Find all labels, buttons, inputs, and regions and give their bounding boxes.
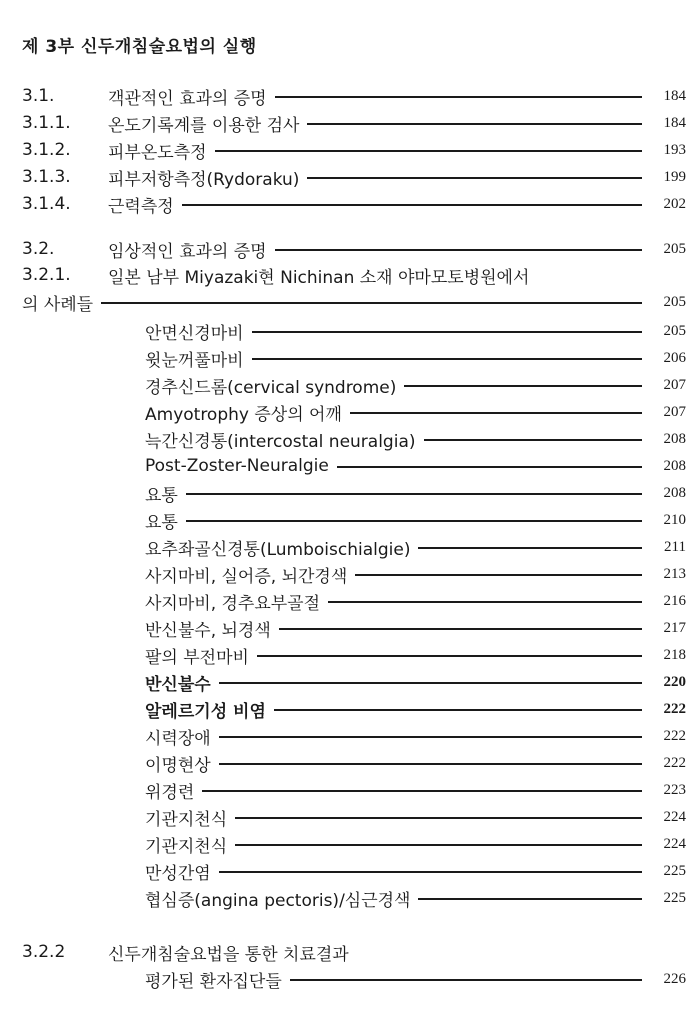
page-number: 220 xyxy=(663,673,686,690)
case-label: 윗눈꺼풀마비 xyxy=(145,350,244,371)
leader-line xyxy=(252,358,642,360)
section-label: 신두개침술요법을 통한 치료결과 xyxy=(108,944,349,965)
toc-entry xyxy=(145,967,686,991)
section-label-continued: 의 사례들 xyxy=(22,294,94,315)
toc-entry xyxy=(22,192,686,216)
case-label: 이명현상 xyxy=(145,755,211,776)
leader-line xyxy=(101,302,642,304)
section-label: 일본 남부 Miyazaki현 Nichinan 소재 야마모토병원에서 xyxy=(108,267,530,288)
toc-entry xyxy=(22,165,686,189)
case-label: 시력장애 xyxy=(145,728,211,749)
case-entry xyxy=(145,859,686,883)
leader-line xyxy=(257,655,642,657)
case-label: 사지마비, 실어증, 뇌간경색 xyxy=(145,566,348,587)
case-entry xyxy=(145,454,686,478)
leader-line xyxy=(290,979,642,981)
leader-line xyxy=(418,547,642,549)
case-label: 협심증(angina pectoris)/심근경색 xyxy=(145,890,411,911)
leader-line xyxy=(202,790,642,792)
toc-entry xyxy=(22,111,686,135)
toc-entry xyxy=(22,290,686,314)
leader-line xyxy=(307,123,642,125)
page-number: 222 xyxy=(663,754,686,771)
case-label: 팔의 부전마비 xyxy=(145,647,249,668)
section-number: 3.2. xyxy=(22,239,55,259)
case-entry xyxy=(145,886,686,910)
case-label: 안면신경마비 xyxy=(145,323,244,344)
case-entry xyxy=(145,562,686,586)
case-entry xyxy=(145,481,686,505)
page-number: 213 xyxy=(663,565,686,582)
leader-line xyxy=(275,249,642,251)
case-entry xyxy=(145,643,686,667)
case-entry xyxy=(145,697,686,721)
page-number: 210 xyxy=(663,511,686,528)
case-entry xyxy=(145,670,686,694)
case-label: 경추신드롬(cervical syndrome) xyxy=(145,377,397,398)
part-title: 제 3부 신두개침술요법의 실행 xyxy=(22,37,257,57)
case-entry xyxy=(145,427,686,451)
toc-entry-multiline xyxy=(22,940,686,964)
case-entry xyxy=(145,751,686,775)
case-label: 늑간신경통(intercostal neuralgia) xyxy=(145,431,416,452)
leader-line xyxy=(275,96,642,98)
page-number: 216 xyxy=(663,592,686,609)
case-entry xyxy=(145,373,686,397)
page-number: 207 xyxy=(663,403,686,420)
leader-line xyxy=(307,177,642,179)
page-number: 184 xyxy=(663,114,686,131)
case-entry xyxy=(145,535,686,559)
leader-line xyxy=(235,844,642,846)
case-label: 사지마비, 경추요부골절 xyxy=(145,593,321,614)
case-entry xyxy=(145,346,686,370)
leader-line xyxy=(279,628,642,630)
leader-line xyxy=(215,150,642,152)
case-label: 요추좌골신경통(Lumboischialgie) xyxy=(145,539,411,560)
leader-line xyxy=(186,493,642,495)
page-number: 217 xyxy=(663,619,686,636)
section-label: 임상적인 효과의 증명 xyxy=(108,241,267,262)
page-number: 224 xyxy=(663,835,686,852)
leader-line xyxy=(235,817,642,819)
toc-entry-multiline xyxy=(22,263,686,287)
page-number: 211 xyxy=(664,538,686,555)
section-label: 객관적인 효과의 증명 xyxy=(108,88,267,109)
leader-line xyxy=(404,385,642,387)
page-number: 225 xyxy=(663,889,686,906)
case-label: 기관지천식 xyxy=(145,809,228,830)
case-label: 반신불수, 뇌경색 xyxy=(145,620,271,641)
page-number: 208 xyxy=(663,457,686,474)
case-entry xyxy=(145,724,686,748)
page-number: 202 xyxy=(663,195,686,212)
page-number: 208 xyxy=(663,430,686,447)
page-number: 193 xyxy=(663,141,686,158)
case-entry xyxy=(145,616,686,640)
page-number: 199 xyxy=(663,168,686,185)
section-number: 3.1.1. xyxy=(22,113,71,133)
page-number: 218 xyxy=(663,646,686,663)
toc-entry xyxy=(22,84,686,108)
case-entry xyxy=(145,508,686,532)
page-number: 184 xyxy=(663,87,686,104)
case-label: Amyotrophy 증상의 어깨 xyxy=(145,404,342,425)
page-number: 224 xyxy=(663,808,686,825)
section-number: 3.1.3. xyxy=(22,167,71,187)
section-label: 온도기록계를 이용한 검사 xyxy=(108,115,300,136)
page-number: 222 xyxy=(663,727,686,744)
section-label-continued: 평가된 환자집단들 xyxy=(145,971,282,992)
leader-line xyxy=(219,736,642,738)
case-entry xyxy=(145,778,686,802)
leader-line xyxy=(424,439,643,441)
section-number: 3.1.4. xyxy=(22,194,71,214)
case-entry xyxy=(145,319,686,343)
page-number: 205 xyxy=(663,240,686,257)
section-number: 3.1.2. xyxy=(22,140,71,160)
page-number: 223 xyxy=(663,781,686,798)
case-label: 반신불수 xyxy=(145,674,211,695)
case-entry xyxy=(145,832,686,856)
case-label: 기관지천식 xyxy=(145,836,228,857)
case-entry xyxy=(145,400,686,424)
leader-line xyxy=(182,204,642,206)
page-number: 226 xyxy=(663,970,686,987)
leader-line xyxy=(252,331,642,333)
section-number: 3.2.2 xyxy=(22,942,66,962)
leader-line xyxy=(219,763,642,765)
leader-line xyxy=(328,601,642,603)
page-number: 222 xyxy=(663,700,686,717)
leader-line xyxy=(186,520,642,522)
leader-line xyxy=(350,412,642,414)
section-label: 피부온도측정 xyxy=(108,142,207,163)
case-entry xyxy=(145,589,686,613)
section-number: 3.1. xyxy=(22,86,55,106)
leader-line xyxy=(418,898,642,900)
leader-line xyxy=(355,574,642,576)
page-number: 206 xyxy=(663,349,686,366)
toc-entry xyxy=(22,138,686,162)
section-label: 피부저항측정(Rydoraku) xyxy=(108,169,300,190)
case-label: 요통 xyxy=(145,485,178,506)
section-number: 3.2.1. xyxy=(22,265,71,285)
case-label: 만성간염 xyxy=(145,863,211,884)
leader-line xyxy=(219,871,642,873)
case-label: 알레르기성 비염 xyxy=(145,701,266,722)
page-number: 207 xyxy=(663,376,686,393)
page-number: 208 xyxy=(663,484,686,501)
leader-line xyxy=(219,682,642,684)
page-number: 225 xyxy=(663,862,686,879)
toc-entry xyxy=(22,237,686,261)
case-label: Post-Zoster-Neuralgie xyxy=(145,456,329,476)
case-entry xyxy=(145,805,686,829)
case-label: 요통 xyxy=(145,512,178,533)
leader-line xyxy=(274,709,642,711)
page-number: 205 xyxy=(663,293,686,310)
section-label: 근력측정 xyxy=(108,196,174,217)
leader-line xyxy=(337,466,642,468)
page-number: 205 xyxy=(663,322,686,339)
case-label: 위경련 xyxy=(145,782,195,803)
